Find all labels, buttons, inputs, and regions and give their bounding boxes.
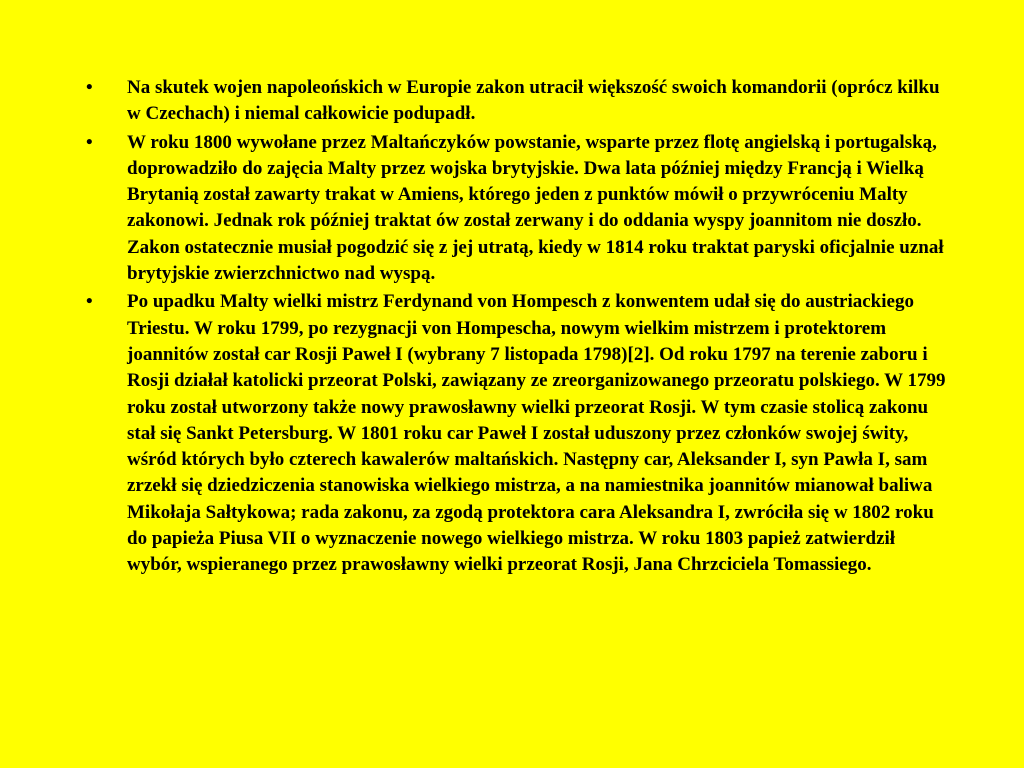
bullet-list <box>86 75 946 581</box>
bullet-item-1 <box>86 75 946 128</box>
bullet-icon: • <box>86 77 93 98</box>
bullet-icon: • <box>86 291 93 313</box>
bullet-item-2 <box>86 130 946 288</box>
bullet-icon: • <box>86 131 93 153</box>
bullet-item-3 <box>86 289 946 578</box>
bullet-text: W roku 1800 wywołane przez Maltańczyków powstanie, wsparte przez flotę angielską i portugalską, doprowadziło do zajęcia Malty przez wojska brytyjskie. Dwa lata później między Francją i Wielką Brytanią został zawarty trakat w Amiens, którego jeden z punktów mówił o przywróceniu Malty zakonowi. Jednak rok później traktat ów został zerwany i do oddania wyspy joannitom nie doszło. Zakon ostatecznie musiał pogodzić się z jej utratą, kiedy w 1814 roku traktat paryski oficjalnie uznał brytyjskie zwierzchnictwo nad wyspą. <box>127 131 944 285</box>
bullet-text: Na skutek wojen napoleońskich w Europie zakon utracił większość swoich komandorii (oprócz kilku w Czechach) i niemal całkowicie podupadł. <box>127 77 940 125</box>
bullet-text: Po upadku Malty wielki mistrz Ferdynand von Hompesch z konwentem udał się do austriackiego Triestu. W roku 1799, po rezygnacji von Hompescha, nowym wielkim mistrzem i protektorem joannitów został car Rosji Paweł I (wybrany 7 listopada 1798)[2]. Od roku 1797 na terenie zaboru i Rosji działał katolicki przeorat Polski, zawiązany ze zreorganizowanego przeoratu polskiego. W 1799 roku został utworzony także nowy prawosławny wielki przeorat Rosji. W tym czasie stolicą zakonu stał się Sankt Petersburg. W 1801 roku car Paweł I został uduszony przez członków swojej świty, wśród których było czterech kawalerów maltańskich. Następny car, Aleksander I, syn Pawła I, sam zrzekł się dziedziczenia stanowiska wielkiego mistrza, a na namiestnika joannitów mianował baliwa Mikołaja Sałtykowa; rada zakonu, za zgodą protektora cara Aleksandra I, zwróciła się w 1802 roku do papieża Piusa VII o wyznaczenie nowego wielkiego mistrza. W roku 1803 papież zatwierdził wybór, wspieranego przez prawosławny wielki przeorat Rosji, Jana Chrzciciela Tomassiego. <box>127 291 946 576</box>
